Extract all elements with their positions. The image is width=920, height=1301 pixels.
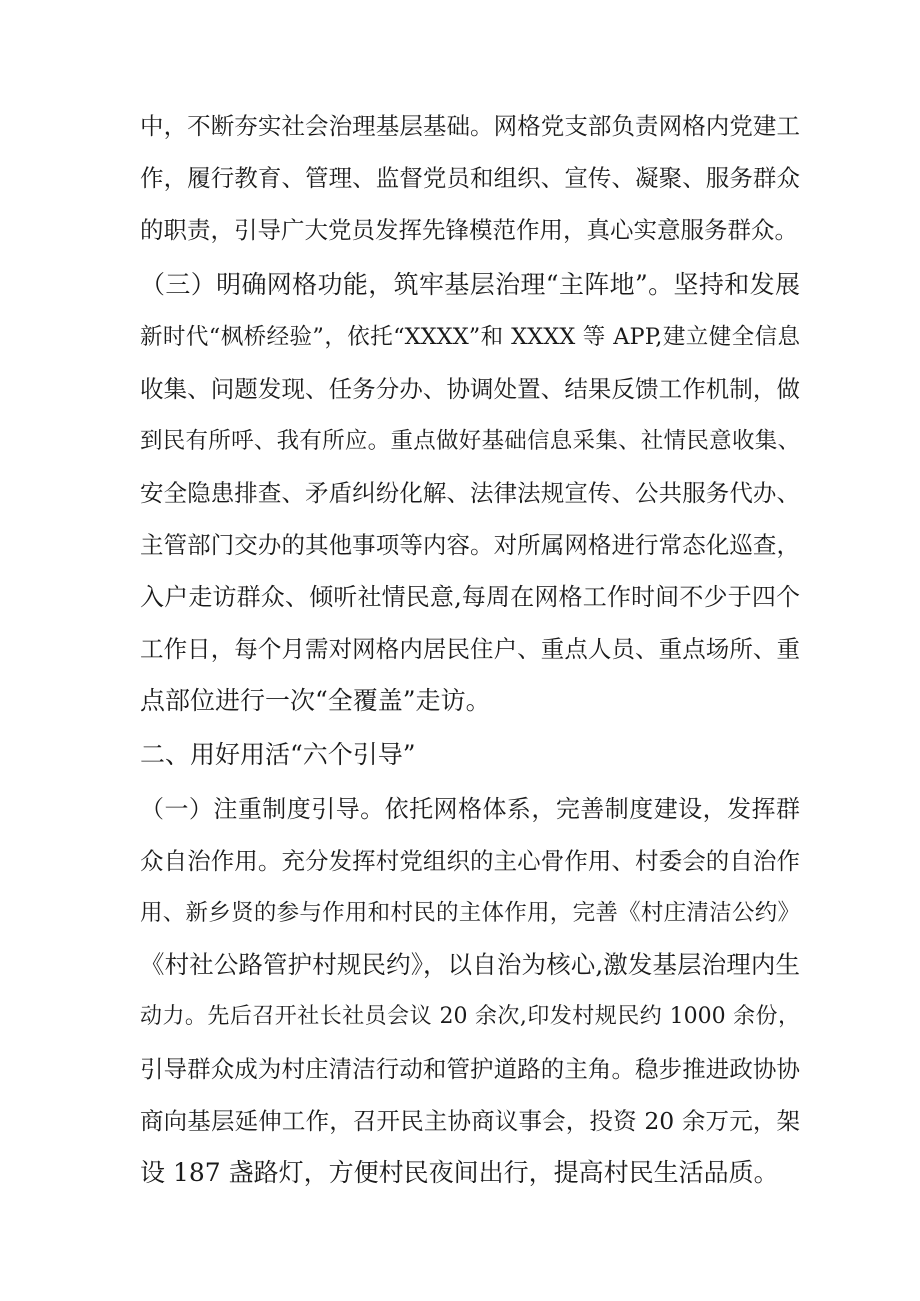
paragraph-line: 安全隐患排查、矛盾纠纷化解、法律法规宣传、公共服务代办、 <box>140 479 800 507</box>
paragraph-line: 动力。先后召开社长社员会议 20 余次,印发村规民约 1000 余份， <box>140 1004 800 1029</box>
paragraph-line: 的职责，引导广大党员发挥先锋模范作用，真心实意服务群众。 <box>140 216 798 244</box>
paragraph-line: 主管部门交办的其他事项等内容。对所属网格进行常态化巡查， <box>140 531 800 559</box>
section-heading: 二、用好用活“六个引导” <box>140 740 416 769</box>
paragraph-line: 设 187 盏路灯，方便村民夜间出行，提高村民生活品质。 <box>140 1158 779 1187</box>
paragraph-line: 《村社公路管护村规民约》，以自治为核心,激发基层治理内生 <box>140 950 800 979</box>
paragraph-line: 商向基层延伸工作，召开民主协商议事会，投资 20 余万元，架 <box>140 1107 800 1135</box>
paragraph-line: 工作日，每个月需对网格内居民住户、重点人员、重点场所、重 <box>140 635 800 663</box>
paragraph-line: 众自治作用。充分发挥村党组织的主心骨作用、村委会的自治作 <box>140 847 800 875</box>
paragraph-line: 作，履行教育、管理、监督党员和组织、宣传、凝聚、服务群众 <box>140 164 800 192</box>
paragraph-line: 新时代“枫桥经验”，依托“XXXX”和 XXXX 等 APP,建立健全信息 <box>140 324 800 350</box>
paragraph-line: （一）注重制度引导。依托网格体系，完善制度建设，发挥群 <box>140 795 800 823</box>
paragraph-line: 收集、问题发现、任务分办、协调处置、结果反馈工作机制，做 <box>140 375 800 403</box>
paragraph-line: 到民有所呼、我有所应。重点做好基础信息采集、社情民意收集、 <box>140 428 800 454</box>
paragraph-line: 用、新乡贤的参与作用和村民的主体作用，完善《村庄清洁公约》 <box>140 900 800 926</box>
paragraph-line: 中，不断夯实社会治理基层基础。网格党支部负责网格内党建工 <box>140 112 800 140</box>
paragraph-line: （三）明确网格功能，筑牢基层治理“主阵地”。坚持和发展 <box>140 270 800 299</box>
paragraph-line: 入户走访群众、倾听社情民意,每周在网格工作时间不少于四个 <box>140 583 800 611</box>
paragraph-line: 点部位进行一次“全覆盖”走访。 <box>140 686 491 715</box>
paragraph-line: 引导群众成为村庄清洁行动和管护道路的主角。稳步推进政协协 <box>140 1055 800 1083</box>
